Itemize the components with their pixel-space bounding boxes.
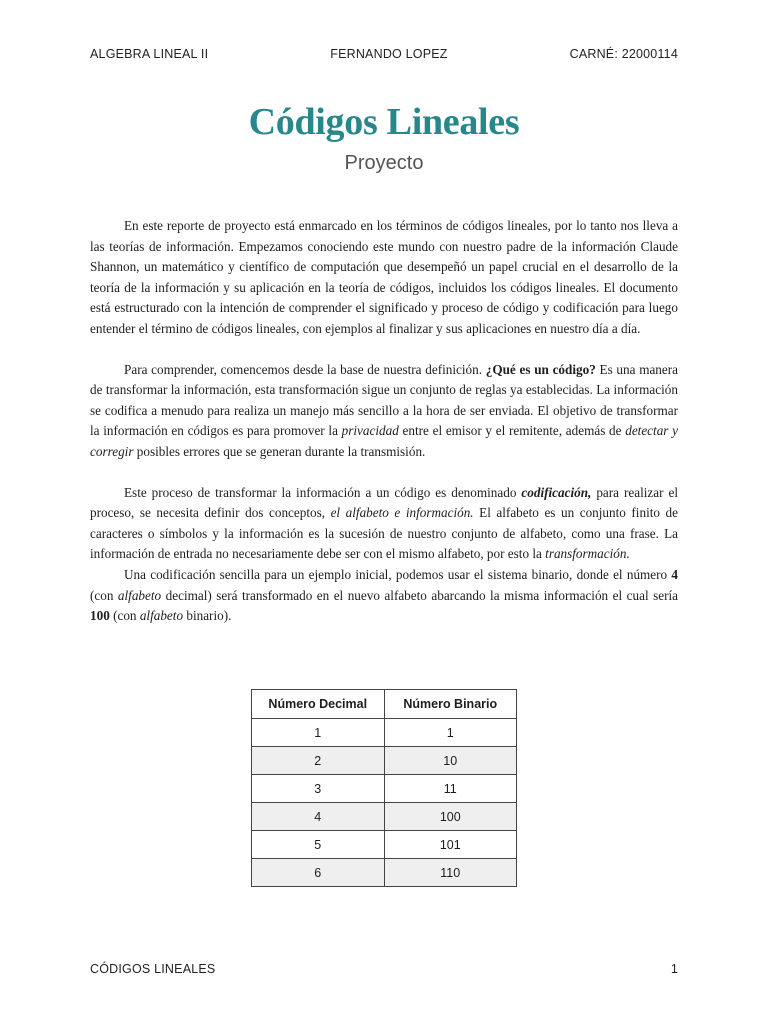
table-header-row [252, 690, 517, 719]
document-subtitle: Proyecto [344, 152, 424, 174]
text-run: binario). [183, 608, 232, 624]
text-run: El alfabeto es un conjunto finito de caracteres o símbolos y la información es la sucesión de nuestro conjunto de alfabeto, como una frase. La información de entrada no necesariamente debe ser con el mismo alfabeto, por esto la [90, 505, 678, 562]
course-name: ALGEBRA LINEAL II [90, 47, 209, 61]
paragraph-example [90, 565, 678, 627]
text-run: (con [90, 587, 118, 603]
italic-privacidad: privacidad [341, 423, 399, 439]
document-body [90, 216, 678, 627]
text-run: para realizar el proceso, se necesita definir dos conceptos, [90, 484, 678, 521]
bold-hundred: 100 [90, 608, 110, 624]
table-row [252, 775, 517, 803]
bolditalic-codificacion: codificación, [521, 484, 592, 500]
paragraph-intro: En este reporte de proyecto está enmarcado en los términos de códigos lineales, por lo tanto nos lleva a las teorías de información. Empezamos conociendo este mundo con nuestro padre de la información Claude Shannon, un matemático y científico de computación que desempeñó un papel crucial en el desarrollo de la teoría de la información y su aplicación en la teoría de códigos, incluidos los códigos lineales. El documento está estructurado con la intención de comprender el significado y proceso de código y codificación para luego entender el término de códigos lineales, con ejemplos al finalizar y sus aplicaciones en nuestro día a día. [90, 218, 678, 336]
table-row [252, 831, 517, 859]
text-run: decimal) será transformado en el nuevo alfabeto abarcando la misma información el cual sería [161, 587, 678, 603]
text-run: Para comprender, comencemos desde la base de nuestra definición. [124, 361, 486, 377]
cell-decimal: 6 [252, 859, 385, 887]
text-run: entre el emisor y el remitente, además de [398, 423, 626, 439]
table-row [252, 747, 517, 775]
footer-label: CÓDIGOS LINEALES [90, 962, 216, 976]
cell-binary: 110 [384, 859, 517, 887]
page-header [90, 47, 678, 61]
cell-binary: 1 [384, 719, 517, 747]
italic-alfabeto-informacion: el alfabeto e información. [330, 505, 474, 521]
italic-alfabeto: alfabeto [139, 608, 184, 624]
cell-binary: 10 [384, 747, 517, 775]
italic-transformacion: transformación. [545, 546, 630, 562]
italic-alfabeto: alfabeto [117, 587, 162, 603]
column-header-binary: Número Binario [384, 690, 517, 719]
paragraph-definition [90, 360, 678, 463]
table-row [252, 719, 517, 747]
cell-binary: 101 [384, 831, 517, 859]
cell-decimal: 4 [252, 803, 385, 831]
text-run: Una codificación sencilla para un ejemplo inicial, podemos usar el sistema binario, donde el número [124, 566, 672, 582]
cell-decimal: 1 [252, 719, 385, 747]
cell-decimal: 2 [252, 747, 385, 775]
column-header-decimal: Número Decimal [252, 690, 385, 719]
bold-four: 4 [671, 566, 678, 582]
page-footer [90, 962, 678, 976]
paragraph-codificacion [90, 483, 678, 565]
text-run: posibles errores que se generan durante la transmisión. [133, 443, 426, 459]
cell-decimal: 3 [252, 775, 385, 803]
page-number: 1 [670, 962, 678, 976]
decimal-binary-table [251, 689, 517, 887]
bold-question: ¿Qué es un código? [485, 361, 596, 377]
italic-detectar: detectar y corregir [90, 423, 678, 459]
table-row [252, 859, 517, 887]
text-run: Este proceso de transformar la información a un código es denominado [124, 484, 522, 500]
carne-number: CARNÉ: 22000114 [569, 47, 678, 61]
text-run: (con [109, 608, 140, 624]
author-name: FERNANDO LOPEZ [330, 47, 448, 61]
text-run: Es una manera de transformar la información, esta transformación sigue un conjunto de reglas ya establecidas. La información se codifica a menudo para realiza un manejo más sencillo a la hora de ser enviada. El objetivo de transformar la información en códigos es para promover la [90, 361, 678, 439]
cell-decimal: 5 [252, 831, 385, 859]
cell-binary: 11 [384, 775, 517, 803]
cell-binary: 100 [384, 803, 517, 831]
table-row [252, 803, 517, 831]
document-title: Códigos Lineales [248, 101, 520, 143]
